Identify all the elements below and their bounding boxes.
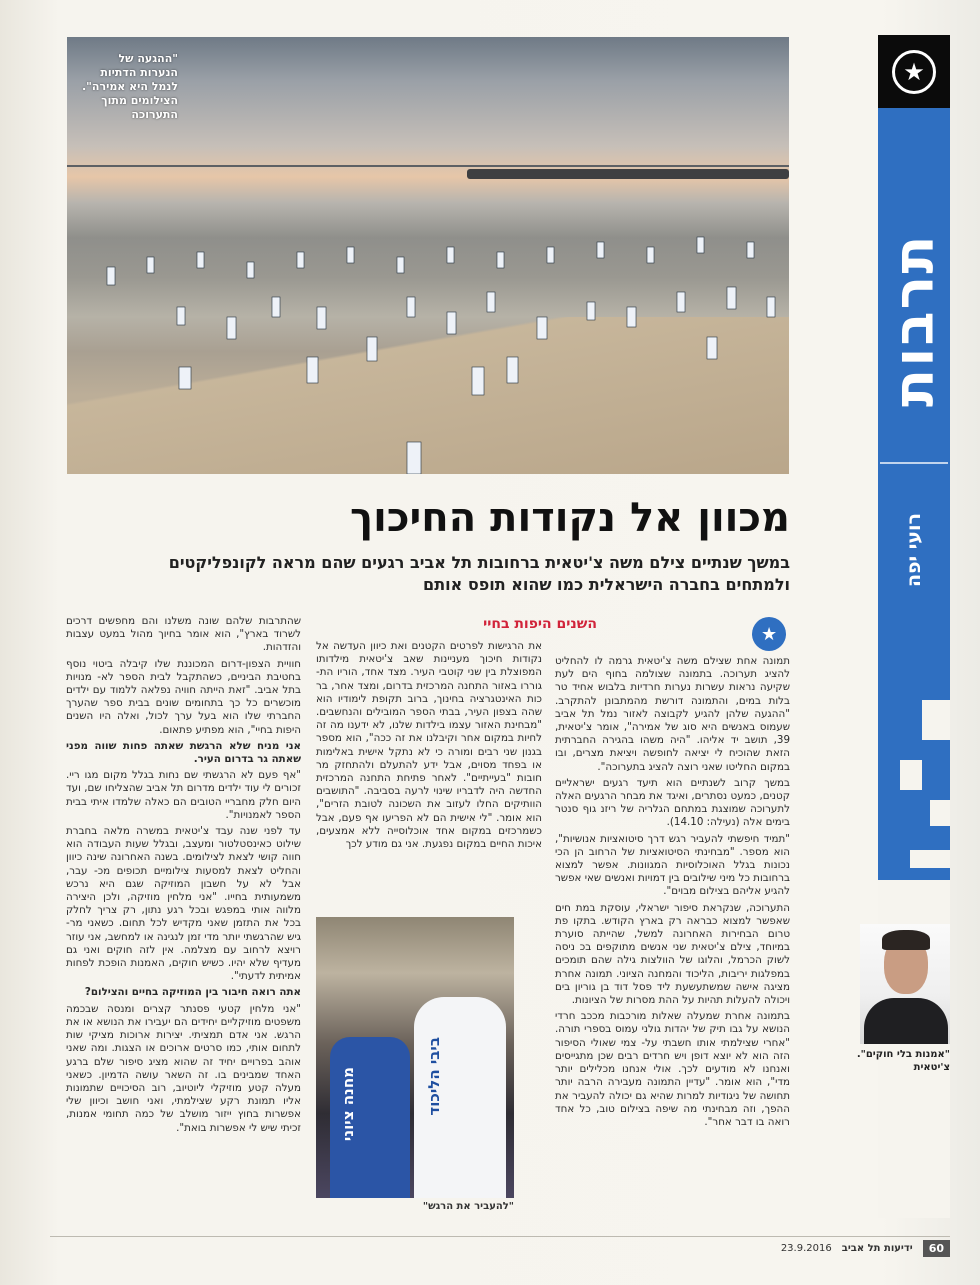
page-number: 60 — [923, 1240, 950, 1257]
paragraph: "אני מלחין קטעי פסנתר קצרים ומנסה שבכמה משפטים מוזיקליים יחידים הם יעבירו את הנושא או את הרגש. אני אדם תמציתי. יצירות ארוכות מציקי שות לתחום אותי, כמו סרטים ארוכים או הצגות. ומה שאני אוהב בפרויים יחיד זה שהוא מציג סיפור שלם ברגע האחד שמבינים בו. זה השאר עושה הדמיון. כשאני מעלה קטע מוזיקלי ליוטיוב, רוב הסיכויים שתמונות אליו תמונת רקע שצילמתי, ואני חושב וכיוון שלי אפשרות בחוץ ייזור מושלב של כמה תחומי אמנות, זכיתי שיש לי אפשרות בואת". — [66, 1002, 301, 1134]
section-logo — [878, 35, 950, 108]
paragraph: "אף פעם לא הרגשתי שם נחות בגלל מקום מגו ריי. זכורים לי עוד ילדים מדרום תל אביב שהצליחו שם, ועד היום חלק מחבריי הטובים הם כאלה שלמדו איתי בבית הספר לאמנויות". — [66, 769, 301, 821]
page-footer — [740, 1238, 950, 1258]
footer-date: 23.9.2016 — [780, 1242, 832, 1254]
question: אני מניח שלא הרגשת שאתה פחות שווה מפני שאתה גר בדרום העיר. — [66, 739, 301, 766]
shirt-print: ביבי הליכוד — [425, 1037, 443, 1116]
paragraph: "תמיד חיפשתי להעביר רגש דרך סיטואציות אנושיות", הוא מספר. "מבחינתי הסיטואציות של הרחוב הן הכי נכונות בגלל האוכלוסיות המגוונות. אפשר למצוא ברחובות כל מיני שילובים בין דמויות ואנשים שאי אפשר להגיע אליהם בצילום מבוים". — [555, 832, 790, 898]
rally-photo — [316, 917, 514, 1198]
paragraph: עד לפני שנה עבד צ'יטאית במשרה מלאה בחברת שילוט כאינסטלטור ומעצב, ובגלל שעות העבודה הוא חווה קושי לצאת לצילומים. בשנה האחרונה שינה כיוון והחליט לצאת למסעות צילומיים תכופים מכ- עבר, אבל לא על חשבון המוזיקה שגם היא נרכש משמעותית בחייו. "אני מלחין מוזיקה, ולכן היצירה מלווה אותי במפגש ובכל רגע נתון, רק צריך לחלק בכל את התזמן שאני מקדיש לכל תחום. כשאני מר- גיש שהרגשתי יותר מדי זמן לנגינה או למחשב, אני עוזר רויצא לרחוב עם מצלמה. אין לזה חוקים ואני גם מעדיף שלא יהיו. כשיש חוקים, האמנות הופכת לפחות אמיתית לדעתי". — [66, 825, 301, 983]
band-divider — [880, 462, 948, 464]
photographer-portrait — [860, 924, 950, 1044]
photo-caption: "ההגעה של הנערות הדתיות לנמל היא אמירה". הצילומים מתוך התערוכה — [81, 52, 178, 121]
section-name: תרבות — [881, 233, 947, 407]
question: אתה רואה חיבור בין המוזיקה בחיים והצילום? — [84, 986, 301, 999]
band-pixel — [930, 800, 950, 826]
band-pixel — [910, 850, 950, 868]
portrait-caption: "אמנות בלי חוקים". צ'יטאית — [856, 1049, 950, 1073]
paragraph: במשך קרוב לשנתיים הוא תיעד רגעים ישראליים קטנים, כמעט נסתרים, ואיגד את מבחר הרגעים האלה לתערוכה שמוצגת במתחם הגלריה של ריזנ גוף סנטר בימים אלה (נעילה: 14.10). — [555, 776, 790, 829]
article-headline: מכוון אל נקודות החיכוך — [350, 495, 790, 541]
article-deck: במשך שנתיים צילם משה צ'יטאית ברחובות תל אביב רגעים שהם מראה לקונפליקטים ולמתחים בחברה הישראלית כמו שהוא תופס אותם — [168, 553, 790, 594]
band-pixel — [900, 760, 922, 790]
photo2-caption: "להעביר את הרגש" — [422, 1201, 514, 1212]
article-subhead: השנים היפות בחיי — [483, 616, 597, 632]
author-byline: רועי יפה — [903, 513, 925, 587]
article-column-left — [66, 615, 301, 1210]
star-icon: ★ — [892, 50, 936, 94]
paragraph: התערוכה, שנקראת סיפור ישראלי, עוסקת במת חים שאפשר למצוא כבראה רק בארץ הקודש. בתקו פת טרום הבחירות האחרונה למשל, שהייתה סוערת במיוחד, צילם צ'יטאית שני אנשים מתוקפים בכ ניסה לשוק הכרמל, והלוגו של הוולצות גילה שהם תומכים במפלגות יריבות, הליכוד והמחנה הציוני. תמונה אחרת מציגה אישה שמשתעשעת ליד פסל דוד בן גוריון בים ויכולה להעלות תהיות על ההת מסרות של הציונות. — [555, 901, 790, 1007]
article-column-middle — [316, 640, 542, 902]
paragraph: חוויית הצפון-דרום המכוננת שלו קיבלה ביטוי נוסף בחטיבת הביניים, כשהתקבל לבית הספר לא- מנויות בתל אביב. "זאת הייתה חוויה נפלאה ללמוד עם ילדים מוכשרים כל כך בתחומים שונים בבית ספר שהערך החברתי שלו הוא בעל ערך לכול, ואלה היו השנים היפות בחיי", הוא מפתיע פתאום. — [66, 657, 301, 736]
shirt-print: מחנה ציוני — [339, 1067, 357, 1142]
footer-rule — [50, 1236, 950, 1237]
star-badge-icon: ★ — [752, 617, 786, 651]
paragraph: תמונה אחת שצילם משה צ'יטאית גרמה לו להחליט להציג תערוכה. בתמונה שצולמה בחוף הים לעת שקיעה נראות עשרות נערות חרדיות בלבוש אחיד טר בלות במים, והתמונה דורשת מהמתבונן להתקרב. "ההגעה שלהן להגיע לקבוצה לאזור נמל תל אביב שעמוס באנשים היא סוג של אמירה", אומר צ'יטאית, 39, תושב יד אליהו. "היה משהו בהגירה החברתית הזאת שהוכיח לי יציאה לחופשה ויציאת מצרים, ובו במקום החליטו שאני רוצה להציג בתערוכה". — [555, 655, 790, 773]
footer-paper-name: ידיעות תל אביב — [841, 1242, 913, 1254]
band-pixel — [922, 700, 950, 740]
paragraph: את הרגישות לפרטים הקטנים ואת כיוון העדשה אל נקודות חיכוך מעניינות שאב צ'יטאית מילדותו המפוצלת בין שני קוטבי העיר. מצד אחד, הוריו הת- גוררו באזור התחנה המרכזית בדרום, ומצד אחר, בר כות האינטגרציה בחינוך, ברוב תקופת לימודיו הוא שהה בצפון העיר, בבתי הספר המובילים והנחשבים. "מבחינת האזור עצמו בילדות שלנו, לא ידענו מה זה לחיות במקום אחר וקיבלנו את זה ככה", הוא מספר בגנון שני רבים ומורה כי לא נתקל אישית באלימות או בפחד מסוים, אבל ידע להתעלם ולהתחזק מר חובות "בעייתיים". לאחר פתיחת התחנה המרכזית החדשה היה לדבריו שינוי לרעה בסביבה. "התושבים הוותיקים החלו לעזוב את השכונה לטובת הזרים", הוא אומר. "לי אישית הם לא הפריעו אף פעם, אבל כשמרכזים במקום אחד אוכלוסייה ללא אמצעים, איכות החיים במקום נפגעת. אני גם מודע לכך — [316, 640, 542, 851]
article-column-right — [555, 655, 790, 1210]
paragraph: שהתרבות שלהם שונה משלנו והם מחפשים דרכים לשרוד בארץ", הוא אומר בחיוך מהול במעט עצבות והזדהות. — [66, 615, 301, 654]
paragraph: בתמונה אחרת שמעלה שאלות מורכבות מככב חרדי הנושא על גבו תיק של יהדות גולני עמוס בספרי תורה. "אחרי שצילמתי אותו חשבתי על- צמי שאולי הסיפור הזה הוא לא יוצא דופן ויש חרדים רבים שכן מתגייסים ואנחנו לא מודעים לכך. אולי אנחנו מכלילים יותר מדי", הוא אומר. "עדיין התמונה מעבירה הרבה יותר תחושה של ניגודיות למרות שהיא גם יכולה להעביר את ההפך, וזה מבחינתי מה שיפה בצילום טוב, כל אחד רואה בו דבר אחר". — [555, 1010, 790, 1128]
